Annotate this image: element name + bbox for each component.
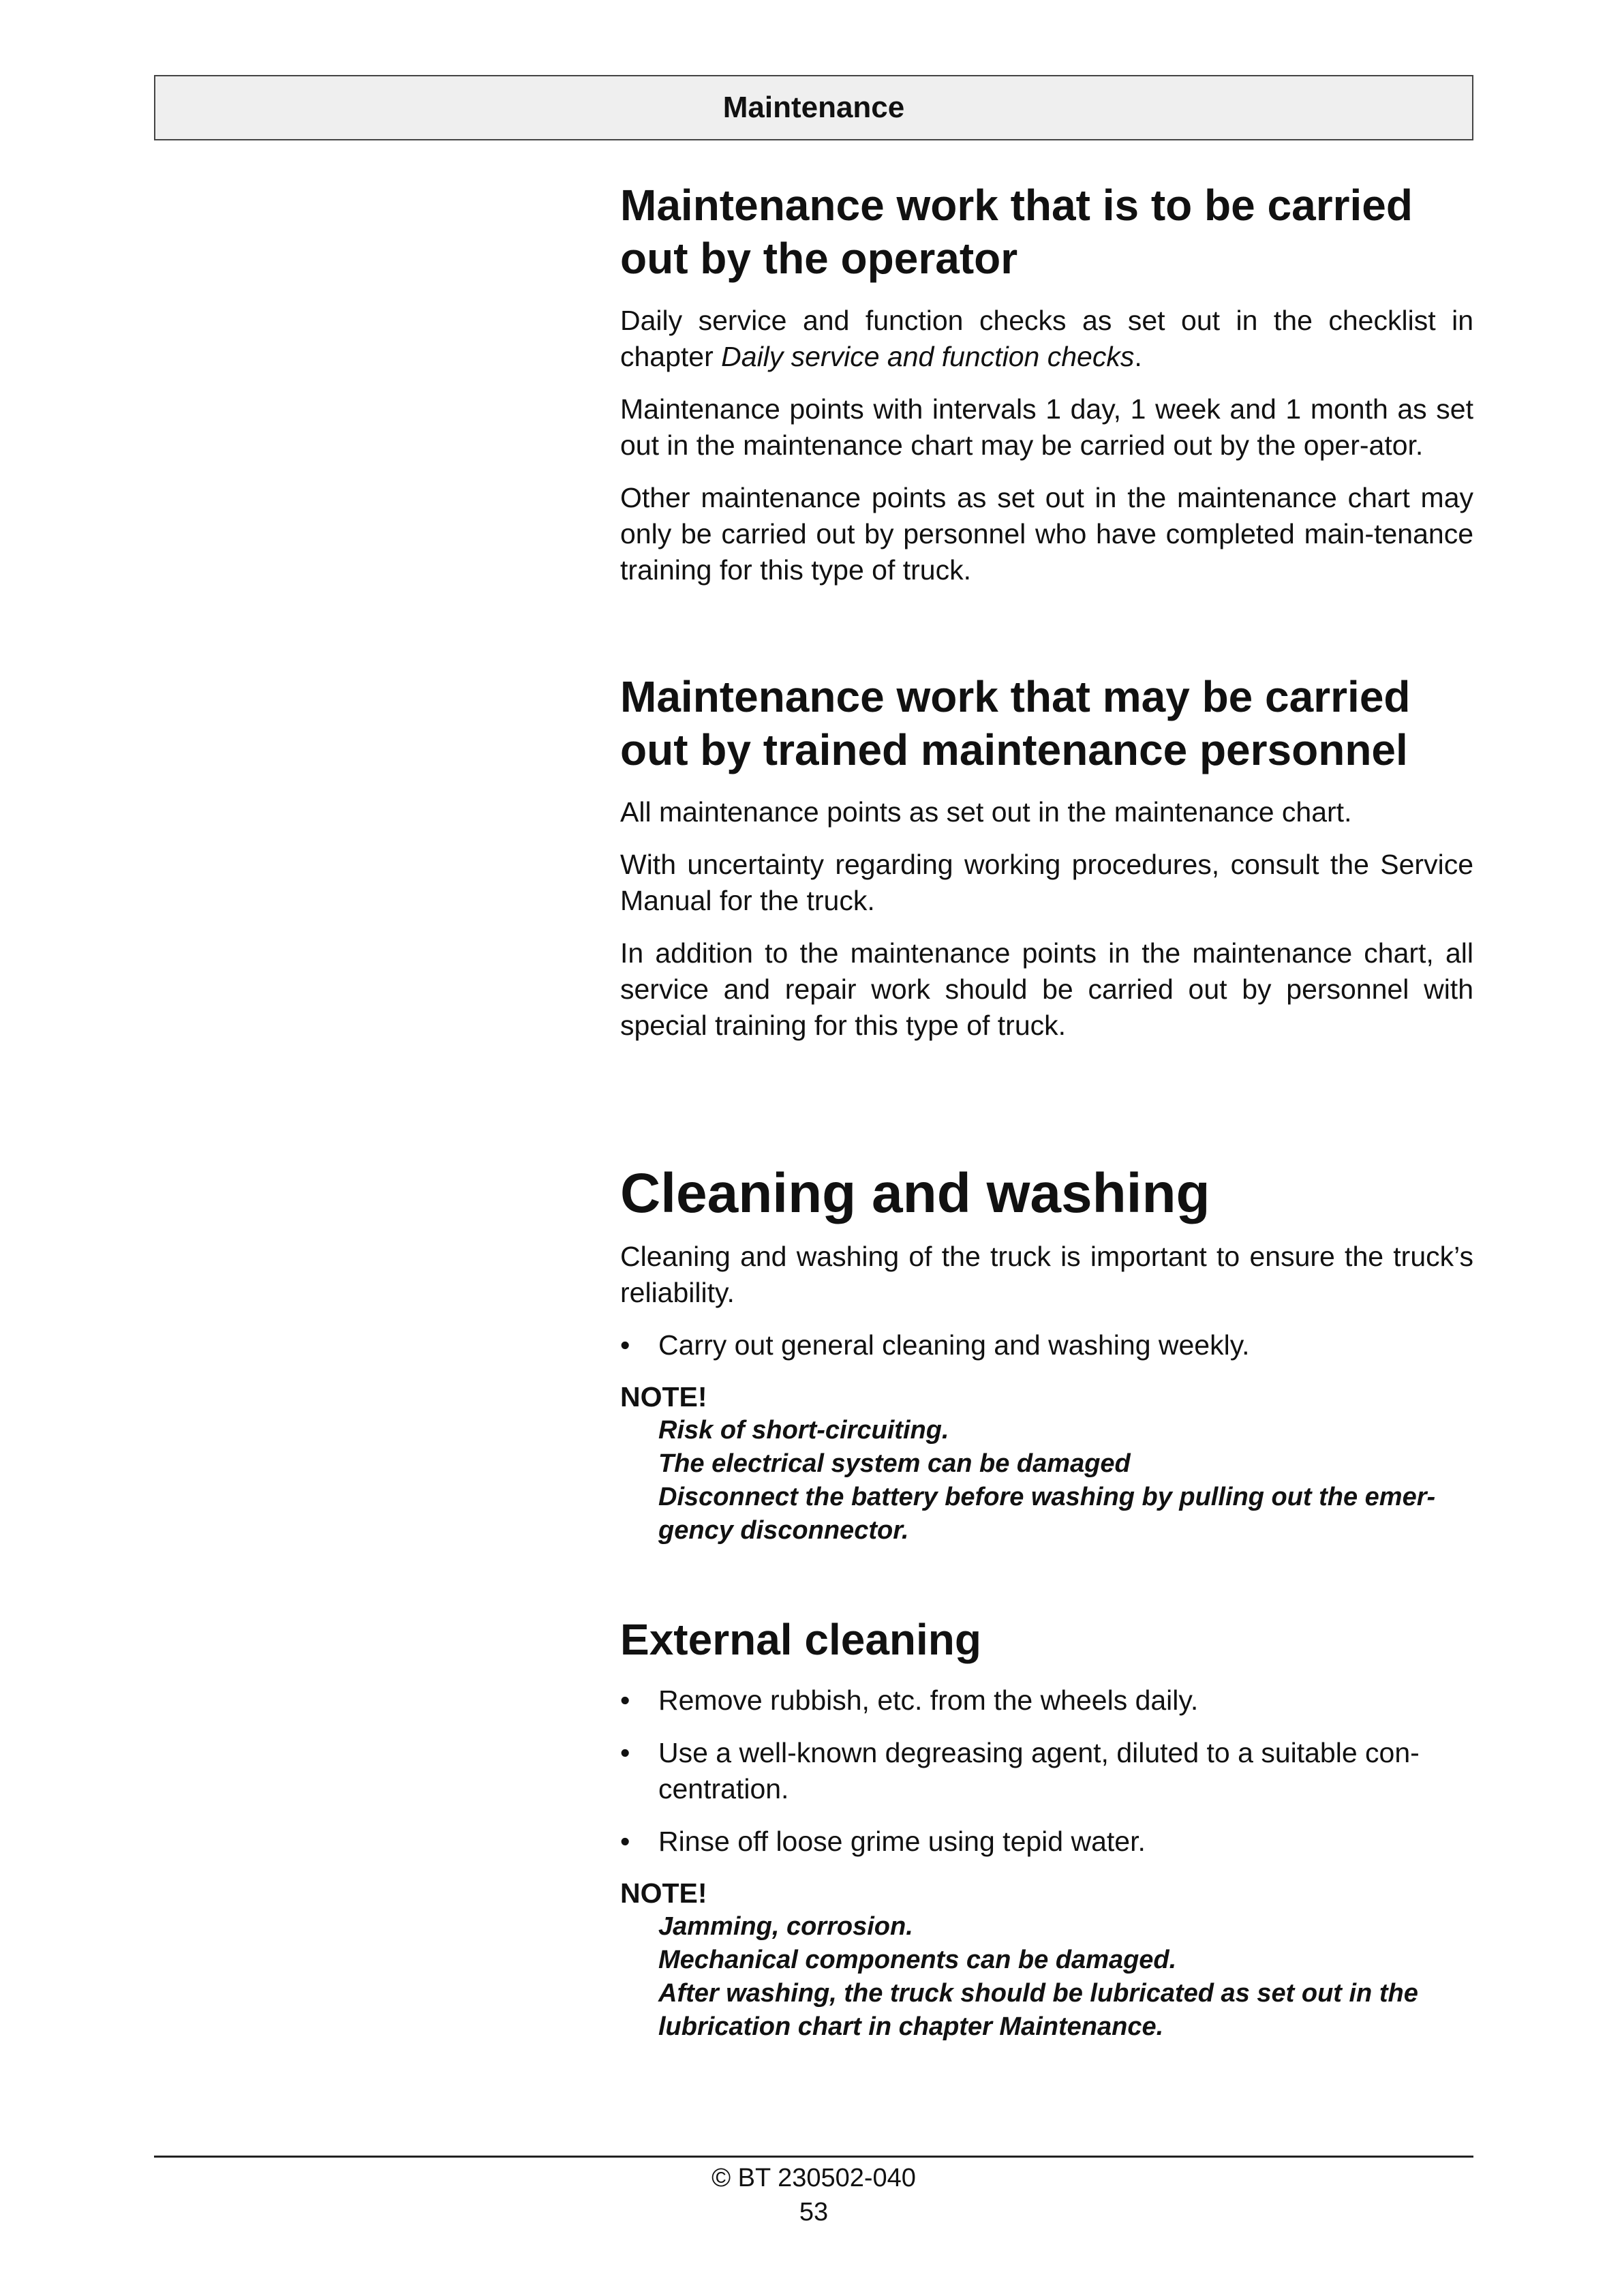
paragraph: Maintenance points with intervals 1 day, 1 week and 1 month as set out in the maintenance chart may be carried out by the oper-ator. [620, 393, 1473, 461]
paragraph: Other maintenance points as set out in the maintenance chart may only be carried out by personnel who have completed main-tenance training for this type of truck. [620, 482, 1473, 586]
subsection-heading: External cleaning [620, 1615, 981, 1664]
paragraph: Daily service and function checks as set out in the checklist in chapter Daily service and function checks. [620, 305, 1473, 372]
note-line: Disconnect the battery before washing by pulling out the emer-gency disconnector. [658, 1483, 1436, 1545]
list-item: • Remove rubbish, etc. from the wheels daily. [620, 1682, 1473, 1719]
main-content [620, 179, 1473, 2044]
page-number: 53 [799, 2198, 829, 2226]
page-header [154, 75, 1473, 140]
list-item: • Rinse off loose grime using tepid water. [620, 1824, 1473, 1860]
paragraph: All maintenance points as set out in the maintenance chart. [620, 796, 1352, 828]
chapter-heading: Cleaning and washing [620, 1162, 1210, 1224]
footer-divider [154, 2156, 1473, 2158]
section-heading: Maintenance work that is to be carried out by the operator [620, 181, 1413, 283]
section-operator-maintenance [620, 179, 1473, 588]
note-line: Mechanical components can be damaged. [658, 1946, 1177, 1974]
paragraph: In addition to the maintenance points in the maintenance chart, all service and repair work should be carried out by personnel with special training for this type of truck. [620, 937, 1473, 1041]
section-external-cleaning [620, 1613, 1473, 2044]
note-title: NOTE! [620, 1381, 707, 1413]
copyright-notice: © BT 230502-040 [711, 2164, 916, 2192]
section-heading: Maintenance work that may be carried out by trained maintenance personnel [620, 672, 1411, 774]
bullet-list [620, 1682, 1473, 1860]
header-title: Maintenance [722, 91, 905, 124]
note-line: After washing, the truck should be lubricated as set out in the lubrication chart in chapter Maintenance. [658, 1979, 1418, 2041]
note-block [620, 1380, 1473, 1547]
page-footer [154, 2161, 1473, 2229]
list-item: • Carry out general cleaning and washing weekly. [620, 1327, 1473, 1363]
paragraph: Cleaning and washing of the truck is important to ensure the truck’s reliability. [620, 1241, 1473, 1308]
note-line: Risk of short-circuiting. [658, 1416, 949, 1445]
note-block [620, 1876, 1473, 2044]
bullet-list [620, 1327, 1473, 1363]
note-title: NOTE! [620, 1877, 707, 1909]
chapter-reference: Daily service and function checks [721, 341, 1135, 372]
note-line: The electrical system can be damaged [658, 1449, 1131, 1478]
section-cleaning-washing [620, 1161, 1473, 1547]
section-trained-personnel [620, 670, 1473, 1044]
list-item: • Use a well-known degreasing agent, diluted to a suitable con-centration. [620, 1735, 1473, 1807]
paragraph: With uncertainty regarding working procedures, consult the Service Manual for the truck. [620, 849, 1473, 916]
note-line: Jamming, corrosion. [658, 1912, 913, 1941]
